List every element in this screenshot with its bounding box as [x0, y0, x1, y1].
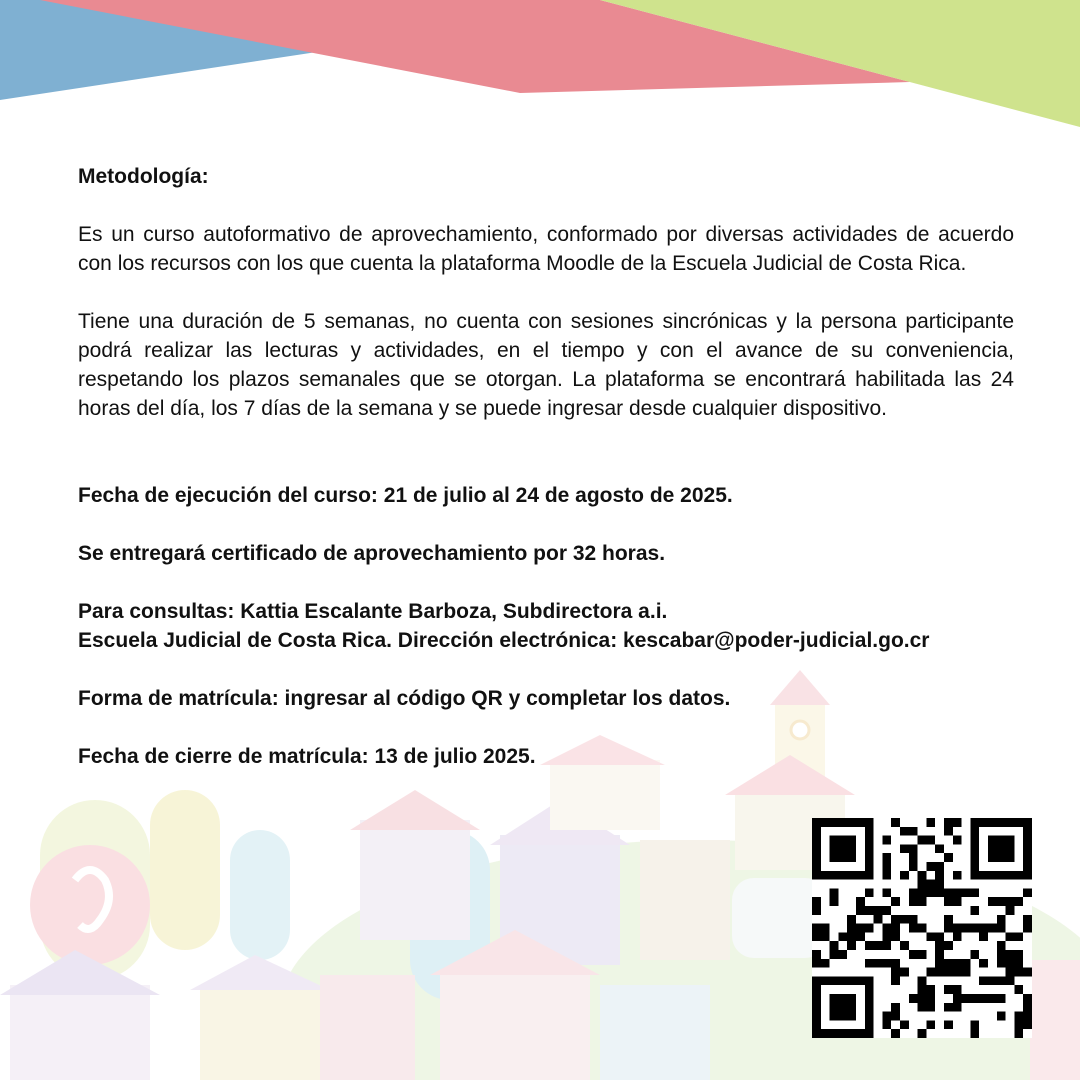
- qr-module: [874, 906, 883, 915]
- qr-module: [926, 888, 935, 897]
- qr-module: [979, 924, 988, 933]
- qr-module: [830, 897, 839, 906]
- qr-module: [882, 862, 891, 871]
- qr-module: [821, 959, 830, 968]
- qr-module: [944, 818, 953, 827]
- methodology-paragraph-2: Tiene una duración de 5 semanas, no cuenta con sesiones sincrónicas y la persona participante podrá realizar las lecturas y actividades, en el tiempo y con el avance de su conveniencia, respetando los plazos semanales que se otorgan. La plataforma se encontrará habilitada las 24 horas del día, los 7 días de la semana y se puede ingresar desde cualquier dispositivo.: [78, 310, 1014, 420]
- qr-module: [944, 968, 953, 977]
- qr-module: [812, 932, 821, 941]
- qr-module: [997, 941, 1006, 950]
- qr-module: [909, 897, 918, 906]
- qr-module: [865, 906, 874, 915]
- qr-module: [1014, 1012, 1023, 1021]
- qr-module: [926, 836, 935, 845]
- qr-module: [909, 827, 918, 836]
- qr-module: [1014, 897, 1023, 906]
- tree-shape: [230, 830, 290, 960]
- house-shape: [600, 985, 710, 1080]
- qr-module: [874, 915, 883, 924]
- qr-module: [918, 985, 927, 994]
- qr-module: [988, 976, 997, 985]
- qr-module: [891, 968, 900, 977]
- methodology-paragraph-1: Es un curso autoformativo de aprovechamiento, conformado por diversas actividades de acuerdo con los recursos con los que cuenta la plataforma Moodle de la Escuela Judicial de Costa Rica.: [78, 223, 1014, 275]
- qr-module: [970, 1029, 979, 1038]
- qr-module: [847, 924, 856, 933]
- qr-module: [882, 906, 891, 915]
- enrollment-method: Forma de matrícula: ingresar al código QR y completar los datos.: [78, 687, 731, 710]
- qr-module: [856, 897, 865, 906]
- qr-module: [953, 994, 962, 1003]
- house-shape: [320, 975, 415, 1080]
- qr-module: [1006, 906, 1015, 915]
- qr-module: [979, 959, 988, 968]
- qr-module: [935, 871, 944, 880]
- qr-module: [935, 932, 944, 941]
- top-banner: [0, 0, 1080, 140]
- qr-module: [918, 950, 927, 959]
- qr-module: [962, 994, 971, 1003]
- execution-date: Fecha de ejecución del curso: 21 de julio al 24 de agosto de 2025.: [78, 484, 733, 507]
- qr-module: [865, 959, 874, 968]
- qr-module: [1006, 897, 1015, 906]
- qr-module: [891, 1012, 900, 1021]
- qr-module: [891, 915, 900, 924]
- qr-module: [1014, 932, 1023, 941]
- house-shape: [440, 970, 590, 1080]
- qr-module: [821, 924, 830, 933]
- qr-module: [900, 827, 909, 836]
- qr-module: [926, 862, 935, 871]
- qr-module: [909, 924, 918, 933]
- qr-finder-inner: [830, 994, 856, 1020]
- qr-module: [882, 888, 891, 897]
- qr-module: [997, 950, 1006, 959]
- qr-module: [918, 897, 927, 906]
- qr-module: [926, 994, 935, 1003]
- qr-module: [944, 827, 953, 836]
- qr-module: [970, 1020, 979, 1029]
- qr-module: [926, 1003, 935, 1012]
- qr-module: [856, 932, 865, 941]
- qr-module: [891, 932, 900, 941]
- qr-module: [926, 968, 935, 977]
- qr-module: [909, 915, 918, 924]
- qr-module: [812, 897, 821, 906]
- tree-shape: [150, 790, 220, 950]
- qr-module: [1023, 915, 1032, 924]
- qr-finder-inner: [988, 836, 1014, 862]
- qr-module: [830, 950, 839, 959]
- qr-module: [918, 994, 927, 1003]
- qr-module: [900, 968, 909, 977]
- qr-module: [1014, 959, 1023, 968]
- qr-module: [988, 994, 997, 1003]
- qr-module: [953, 818, 962, 827]
- qr-module: [970, 924, 979, 933]
- qr-module: [1023, 924, 1032, 933]
- certificate-info: Se entregará certificado de aprovechamiento por 32 horas.: [78, 542, 666, 565]
- qr-code-icon[interactable]: [812, 818, 1032, 1038]
- qr-module: [944, 888, 953, 897]
- qr-module: [953, 871, 962, 880]
- qr-module: [812, 906, 821, 915]
- qr-module: [1006, 950, 1015, 959]
- qr-module: [962, 959, 971, 968]
- qr-module: [838, 950, 847, 959]
- qr-module: [891, 1029, 900, 1038]
- qr-module: [830, 941, 839, 950]
- qr-module: [830, 888, 839, 897]
- qr-module: [944, 959, 953, 968]
- qr-module: [865, 888, 874, 897]
- qr-module: [953, 932, 962, 941]
- house-shape: [360, 820, 470, 940]
- qr-module: [979, 994, 988, 1003]
- qr-module: [970, 994, 979, 1003]
- qr-module: [856, 924, 865, 933]
- qr-module: [847, 941, 856, 950]
- qr-module: [1014, 1029, 1023, 1038]
- qr-module: [944, 985, 953, 994]
- qr-module: [856, 906, 865, 915]
- qr-module: [900, 1020, 909, 1029]
- qr-module: [979, 976, 988, 985]
- qr-module: [1014, 968, 1023, 977]
- qr-module: [909, 950, 918, 959]
- qr-module: [988, 924, 997, 933]
- qr-module: [874, 941, 883, 950]
- qr-module: [847, 915, 856, 924]
- qr-module: [1023, 994, 1032, 1003]
- qr-module: [926, 985, 935, 994]
- qr-module: [909, 888, 918, 897]
- qr-module: [953, 1003, 962, 1012]
- house-shape: [1030, 960, 1080, 1080]
- qr-module: [953, 968, 962, 977]
- house-shape: [10, 985, 150, 1080]
- qr-module: [962, 888, 971, 897]
- qr-module: [838, 932, 847, 941]
- qr-module: [953, 897, 962, 906]
- qr-module: [926, 880, 935, 889]
- qr-module: [1006, 959, 1015, 968]
- enrollment-close-date: Fecha de cierre de matrícula: 13 de julio 2025.: [78, 745, 536, 768]
- qr-module: [1006, 976, 1015, 985]
- qr-module: [997, 994, 1006, 1003]
- qr-module: [891, 818, 900, 827]
- qr-module: [1023, 1020, 1032, 1029]
- qr-module: [997, 915, 1006, 924]
- qr-module: [882, 853, 891, 862]
- qr-module: [953, 888, 962, 897]
- main-content: [78, 162, 1014, 771]
- qr-module: [926, 932, 935, 941]
- qr-module: [962, 968, 971, 977]
- methodology-heading: Metodología:: [78, 165, 209, 188]
- qr-module: [997, 897, 1006, 906]
- contact-line-1: Para consultas: Kattia Escalante Barboza, Subdirectora a.i.: [78, 600, 668, 623]
- contact-line-2: Escuela Judicial de Costa Rica. Dirección electrónica: kescabar@poder-judicial.go.cr: [78, 629, 930, 652]
- qr-module: [953, 836, 962, 845]
- qr-module: [944, 853, 953, 862]
- qr-module: [944, 941, 953, 950]
- qr-module: [882, 959, 891, 968]
- qr-module: [944, 1020, 953, 1029]
- qr-module: [918, 871, 927, 880]
- qr-module: [847, 932, 856, 941]
- qr-module: [891, 959, 900, 968]
- qr-module: [1023, 968, 1032, 977]
- qr-module: [988, 897, 997, 906]
- qr-module: [812, 924, 821, 933]
- qr-module: [970, 888, 979, 897]
- qr-module: [1006, 932, 1015, 941]
- ear-icon: [30, 845, 150, 965]
- qr-module: [970, 950, 979, 959]
- qr-module: [891, 924, 900, 933]
- qr-module: [891, 897, 900, 906]
- qr-module: [909, 853, 918, 862]
- qr-module: [935, 844, 944, 853]
- qr-module: [918, 924, 927, 933]
- qr-finder-inner: [830, 836, 856, 862]
- qr-module: [1023, 1003, 1032, 1012]
- qr-module: [935, 880, 944, 889]
- qr-module: [1006, 968, 1015, 977]
- qr-module: [997, 976, 1006, 985]
- qr-module: [882, 1020, 891, 1029]
- qr-module: [953, 959, 962, 968]
- qr-module: [935, 968, 944, 977]
- qr-module: [900, 871, 909, 880]
- qr-module: [997, 1012, 1006, 1021]
- qr-module: [909, 862, 918, 871]
- qr-module: [944, 924, 953, 933]
- qr-module: [962, 924, 971, 933]
- qr-module: [918, 880, 927, 889]
- qr-module: [944, 915, 953, 924]
- qr-module: [812, 950, 821, 959]
- qr-module: [882, 924, 891, 933]
- qr-module: [882, 836, 891, 845]
- qr-module: [865, 924, 874, 933]
- qr-module: [891, 1003, 900, 1012]
- qr-module: [953, 985, 962, 994]
- qr-module: [1014, 985, 1023, 994]
- qr-module: [1014, 1020, 1023, 1029]
- qr-module: [918, 888, 927, 897]
- qr-module: [997, 959, 1006, 968]
- qr-module: [865, 941, 874, 950]
- qr-module: [944, 897, 953, 906]
- house-shape: [640, 840, 730, 960]
- qr-module: [874, 959, 883, 968]
- qr-module: [891, 976, 900, 985]
- qr-module: [935, 950, 944, 959]
- qr-module: [953, 924, 962, 933]
- qr-module: [935, 888, 944, 897]
- qr-module: [926, 1020, 935, 1029]
- qr-module: [1023, 888, 1032, 897]
- qr-module: [926, 818, 935, 827]
- qr-module: [882, 1012, 891, 1021]
- qr-module: [812, 959, 821, 968]
- qr-module: [918, 836, 927, 845]
- qr-module: [909, 994, 918, 1003]
- qr-module: [882, 871, 891, 880]
- qr-module: [882, 941, 891, 950]
- qr-module: [997, 924, 1006, 933]
- qr-module: [918, 1003, 927, 1012]
- qr-module: [970, 906, 979, 915]
- house-shape: [200, 985, 320, 1080]
- roof-shape: [350, 790, 480, 830]
- qr-module: [900, 941, 909, 950]
- qr-module: [918, 1029, 927, 1038]
- qr-module: [979, 932, 988, 941]
- qr-module: [1023, 1012, 1032, 1021]
- qr-module: [935, 941, 944, 950]
- qr-module: [900, 844, 909, 853]
- qr-module: [882, 932, 891, 941]
- qr-module: [821, 932, 830, 941]
- qr-module: [944, 1003, 953, 1012]
- qr-module: [935, 959, 944, 968]
- qr-module: [909, 844, 918, 853]
- qr-module: [918, 976, 927, 985]
- qr-module: [1014, 950, 1023, 959]
- qr-module: [935, 862, 944, 871]
- qr-module: [900, 915, 909, 924]
